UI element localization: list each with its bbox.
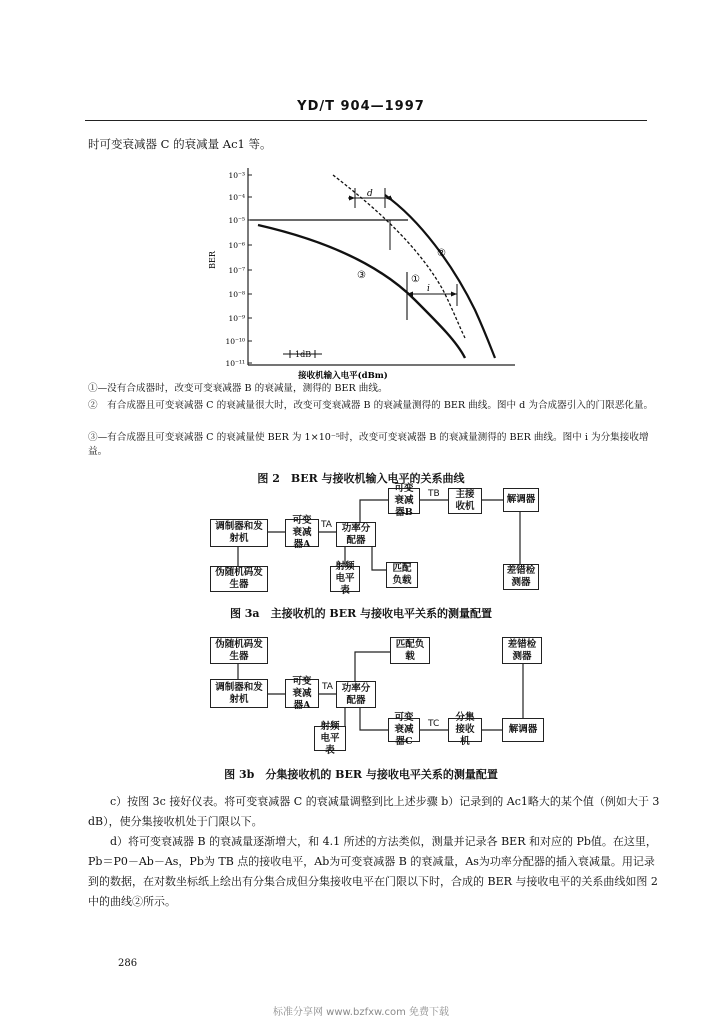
figure2-note-3: ③—有合成器且可变衰减器 C 的衰减量使 BER 为 1×10⁻⁵时，改变可变衰减器 B 的衰减量测得的 BER 曲线。图中 i 为分集接收增益。 [88,432,649,457]
x-axis-label: 接收机输入电平(dBm) [298,371,388,381]
figure3b-caption: 图 3b 分集接收机的 BER 与接收电平关系的测量配置 [224,768,498,781]
power-splitter-box: 功率分配器 [336,522,376,547]
demodulator-box: 解调器 [503,488,539,512]
attenuator-a-box: 可变衰减器A [285,679,319,708]
curve-label-two: ② [437,248,446,259]
rf-level-meter-box: 射频电平表 [330,566,360,592]
matched-load-box: 匹配负载 [390,637,430,664]
y-tick-label: 10⁻³ [228,171,245,180]
y-tick-label: 10⁻¹⁰ [225,337,245,346]
tc-label: TC [428,719,440,729]
y-tick-label: 10⁻⁶ [228,241,245,250]
y-axis-label: BER [208,251,217,269]
curve-label-three: ③ [357,270,366,281]
tb-label: TB [428,489,440,499]
matched-load-box: 匹配负载 [386,562,418,588]
diversity-receiver-box: 分集接收机 [448,718,482,742]
figure2-note-2: ② 有合成器且可变衰减器 C 的衰减量很大时，改变可变衰减器 B 的衰减量测得的 BER 曲线。图中 d 为合成器引入的门限恶化量。 [88,400,654,411]
rf-level-meter-box: 射频电平表 [314,726,346,751]
figure2-note-1: ①—没有合成器时，改变可变衰减器 B 的衰减量，测得的 BER 曲线。 [88,383,388,394]
pseudo-random-generator-box: 伪随机码发生器 [210,637,268,664]
scale-label: 1dB [295,350,312,359]
y-tick-label: 10⁻¹¹ [225,359,245,368]
modulator-transmitter-box: 调制器和发射机 [210,679,268,708]
error-detector-box: 差错检测器 [502,637,542,664]
attenuator-b-box: 可变衰减器B [388,488,420,514]
watermark-footer: 标准分享网 www.bzfxw.com 免费下载 [273,1007,449,1018]
curve-label-one: ① [411,274,420,285]
i-label: i [427,284,430,294]
ta-label: TA [321,520,332,530]
y-tick-label: 10⁻⁵ [228,216,245,225]
standard-header: YD/T 904—1997 [297,99,425,114]
error-detector-box: 差错检测器 [503,564,539,590]
pseudo-random-generator-box: 伪随机码发生器 [210,566,268,592]
ta-label: TA [322,682,333,692]
modulator-transmitter-box: 调制器和发射机 [210,519,268,547]
power-splitter-box: 功率分配器 [336,681,376,708]
attenuator-a-box: 可变衰减器A [285,519,319,547]
d-label: d [367,189,373,199]
demodulator-box: 解调器 [502,718,544,742]
y-tick-label: 10⁻⁸ [228,290,245,299]
figure3a-caption: 图 3a 主接收机的 BER 与接收电平关系的测量配置 [229,607,493,620]
page-number: 286 [118,958,138,969]
y-tick-label: 10⁻⁷ [228,266,245,275]
intro-line: 时可变衰减器 C 的衰减量 Ac1 等。 [88,137,272,151]
y-tick-label: 10⁻⁹ [228,314,245,323]
paragraph-d: d）将可变衰减器 B 的衰减量逐渐增大，和 4.1 所述的方法类似，测量并记录各 BER 和对应的 Pb值。在这里，Pb＝P0－Ab－As，Pb为 TB 点的接收电平，Ab为可变衰减器 B 的衰减量，As为功率分配器的插入衰减量。用记录到的数据，在对数坐标纸上绘出有分集合成但分集接收电平在门限以下时，合成的 BER 与接收电平的关系曲线如图 2 中的曲线②所示。 [88,835,658,908]
attenuator-c-box: 可变衰减器C [388,718,420,742]
y-tick-label: 10⁻⁴ [228,193,245,202]
paragraph-c: c）按图 3c 接好仪表。将可变衰减器 C 的衰减量调整到比上述步骤 b）记录到的 Ac1略大的某个值（例如大于 3 dB），使分集接收机处于门限以下。 [88,795,660,828]
figure2-caption: 图 2 BER 与接收机输入电平的关系曲线 [257,472,465,485]
main-receiver-box: 主接收机 [448,488,482,514]
